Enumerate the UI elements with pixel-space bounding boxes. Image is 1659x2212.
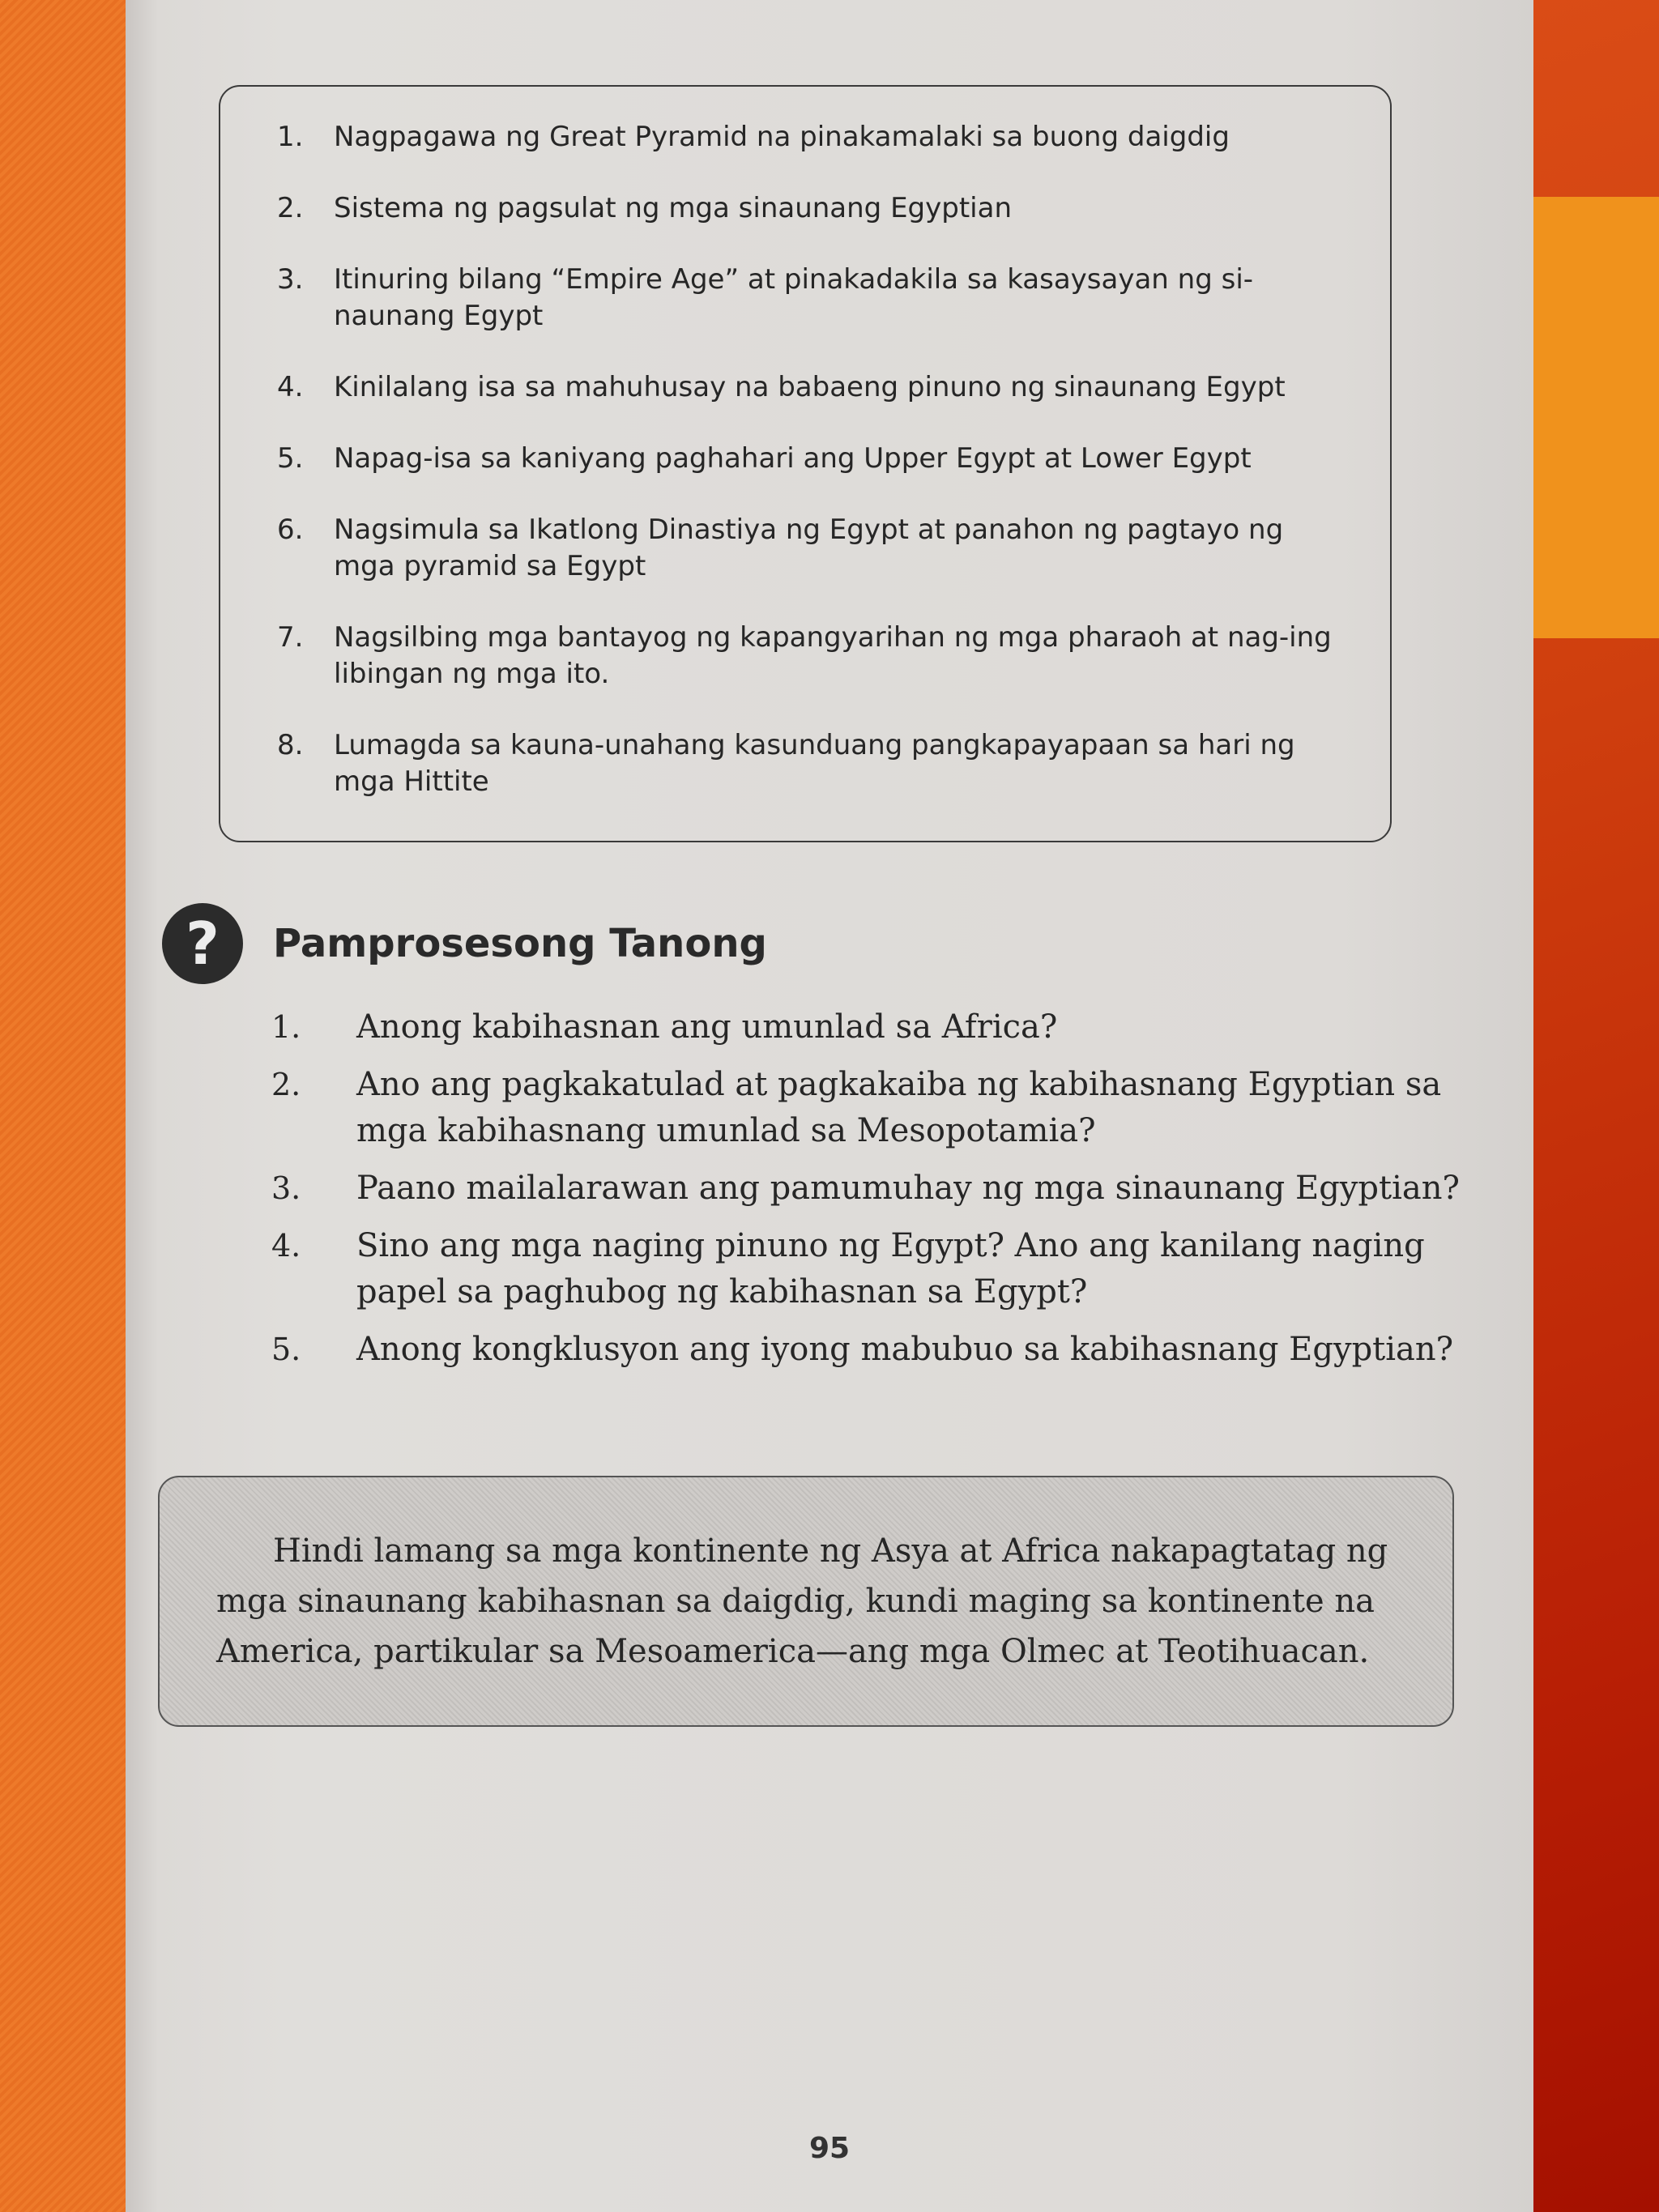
review-item-text: Kinilalang isa sa mahuhusay na babaeng pinuno ng sinaunang Egypt (334, 371, 1286, 403)
question-text: Sino ang mga naging pinuno ng Egypt? Ano ang kanilang naging papel sa paghubog ng kabihasnan sa Egypt? (356, 1227, 1425, 1311)
review-item: 1. Nagpagawa ng Great Pyramid na pinakamalaki sa buong daigdig (277, 121, 1230, 153)
question-text: Anong kabihasnan ang umunlad sa Africa? (356, 1008, 1058, 1046)
right-accent-block (1533, 197, 1659, 638)
page-number: 95 (808, 2132, 851, 2165)
review-item: 8. Lumagda sa kauna-unahang kasunduang pangkapayapaan sa hari ng mga Hittite (277, 729, 1295, 798)
review-item-text: Nagsimula sa Ikatlong Dinastiya ng Egypt at panahon ng pagtayo ng mga pyramid sa Egypt (334, 514, 1284, 582)
question-item: 3. Paano mailalarawan ang pamumuhay ng mga sinaunang Egyptian? (271, 1170, 1460, 1207)
review-items-box (219, 85, 1392, 842)
review-list (220, 119, 1390, 835)
info-note-text: Hindi lamang sa mga kontinente ng Asya at Africa nakapagtatag ng mga sinaunang kabihasnan sa daigdig, kundi maging sa kontinente na America, partikular sa Mesoamerica—ang mga Olmec at Teotihuacan. (216, 1532, 1388, 1670)
question-item: 4. Sino ang mga naging pinuno ng Egypt? Ano ang kanilang naging papel sa paghubog ng kabihasnan sa Egypt? (271, 1227, 1425, 1311)
review-item-text: Nagpagawa ng Great Pyramid na pinakamalaki sa buong daigdig (334, 121, 1230, 153)
question-item: 5. Anong kongklusyon ang iyong mabubuo sa kabihasnang Egyptian? (271, 1331, 1454, 1368)
question-item: 1. Anong kabihasnan ang umunlad sa Africa? (271, 1008, 1058, 1046)
review-item-text: Sistema ng pagsulat ng mga sinaunang Egyptian (334, 192, 1013, 224)
question-item: 2. Ano ang pagkakatulad at pagkakaiba ng kabihasnang Egyptian sa mga kabihasnang umunlad sa Mesopotamia? (271, 1066, 1442, 1149)
review-item: 7. Nagsilbing mga bantayog ng kapangyarihan ng mga pharaoh at nag-ing libingan ng mga ito. (277, 621, 1332, 690)
review-item: 6. Nagsimula sa Ikatlong Dinastiya ng Egypt at panahon ng pagtayo ng mga pyramid sa Egypt (277, 514, 1284, 582)
review-item: 2. Sistema ng pagsulat ng mga sinaunang Egyptian (277, 192, 1013, 224)
question-mark-icon: ? (162, 903, 243, 984)
review-item-text: Lumagda sa kauna-unahang kasunduang pangkapayapaan sa hari ng mga Hittite (334, 729, 1295, 798)
info-note-box (158, 1476, 1454, 1727)
book-page (126, 0, 1533, 2212)
review-item-text: Nagsilbing mga bantayog ng kapangyarihan ng mga pharaoh at nag-ing libingan ng mga ito. (334, 621, 1332, 690)
review-item: 3. Itinuring bilang “Empire Age” at pinakadakila sa kasaysayan ng si-naunang Egypt (277, 263, 1254, 332)
question-text: Paano mailalarawan ang pamumuhay ng mga sinaunang Egyptian? (356, 1170, 1460, 1207)
question-text: Anong kongklusyon ang iyong mabubuo sa kabihasnang Egyptian? (356, 1331, 1454, 1368)
review-item-text: Itinuring bilang “Empire Age” at pinakadakila sa kasaysayan ng si-naunang Egypt (334, 263, 1254, 332)
section-title: Pamprosesong Tanong (273, 921, 767, 966)
review-item: 4. Kinilalang isa sa mahuhusay na babaeng pinuno ng sinaunang Egypt (277, 371, 1286, 403)
questions-list (271, 1004, 1503, 1384)
left-decorative-strip (0, 0, 126, 2212)
review-item: 5. Napag-isa sa kaniyang paghahari ang Upper Egypt at Lower Egypt (277, 442, 1252, 475)
review-item-text: Napag-isa sa kaniyang paghahari ang Upper Egypt at Lower Egypt (334, 442, 1252, 475)
question-text: Ano ang pagkakatulad at pagkakaiba ng kabihasnang Egyptian sa mga kabihasnang umunlad sa Mesopotamia? (356, 1066, 1442, 1149)
